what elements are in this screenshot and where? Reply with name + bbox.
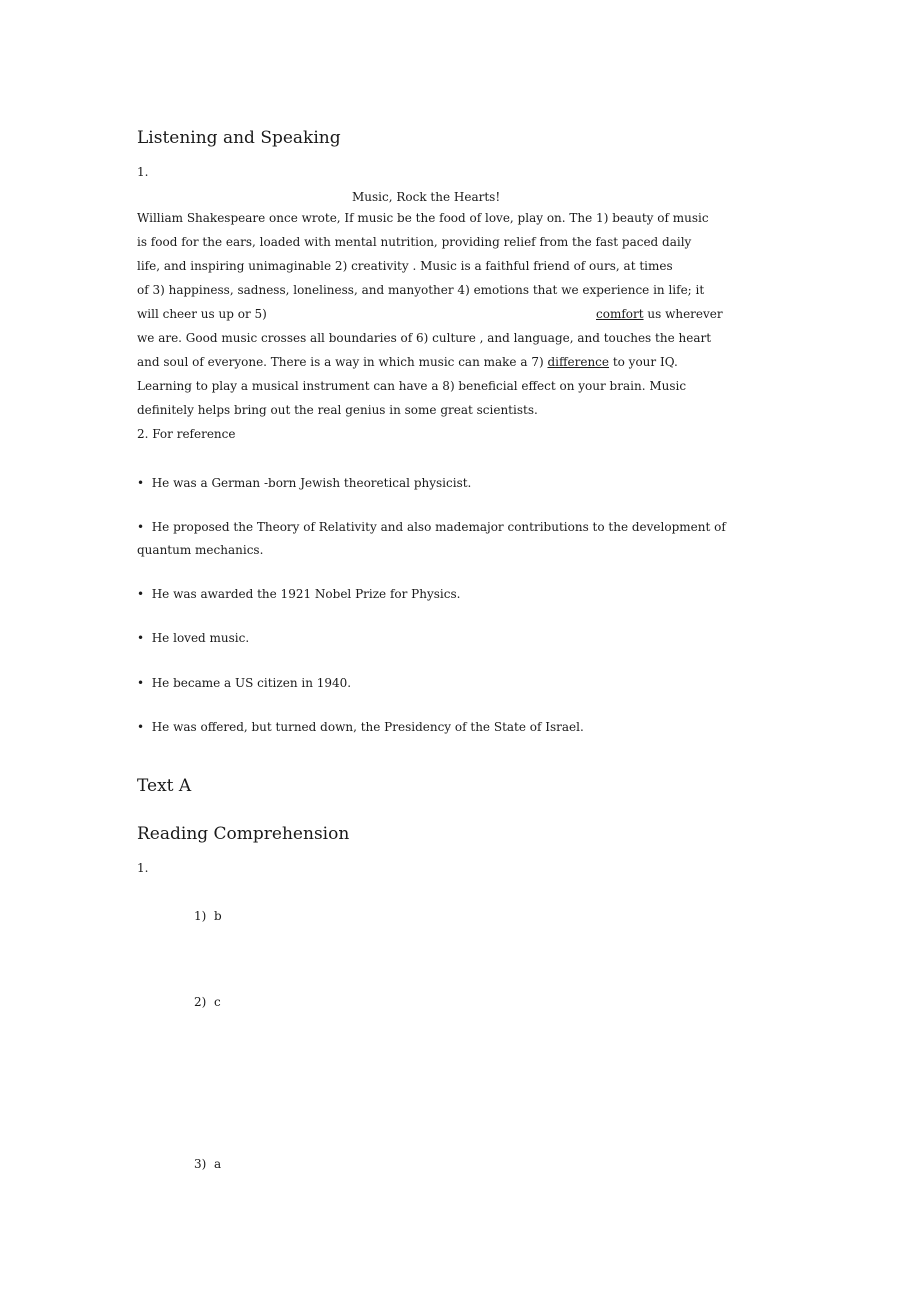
answer-5-after: us wherever — [643, 307, 723, 321]
bullet-text: He was awarded the 1921 Nobel Prize for Physics. — [151, 587, 461, 601]
passage-line-2: is food for the ears, loaded with mental nutrition, providing relief from the fast paced daily — [137, 235, 692, 249]
passage-line-1: William Shakespeare once wrote, If music be the food of love, play on. The 1) beauty of music — [137, 211, 709, 225]
bullet-item-6 — [137, 720, 584, 734]
reference-heading: 2. For reference — [137, 427, 236, 441]
reading-item-number: 1. — [137, 861, 149, 875]
passage-line-5: will cheer us up or 5) — [137, 307, 267, 321]
answer-7: difference — [547, 355, 609, 369]
passage-line-4: of 3) happiness, sadness, loneliness, and manyother 4) emotions that we experience in life; it — [137, 283, 705, 297]
bullet-item-3 — [137, 587, 460, 601]
bullet-icon: • — [137, 676, 145, 690]
bullet-icon: • — [137, 720, 145, 734]
bullet-item-2-continuation: quantum mechanics. — [137, 543, 264, 557]
answer-5: comfort — [596, 307, 644, 321]
passage-line-7-text: and soul of everyone. There is a way in which music can make a 7) — [137, 355, 548, 369]
bullet-text: He was a German -born Jewish theoretical physicist. — [151, 476, 472, 490]
section-heading-reading: Reading Comprehension — [137, 824, 350, 844]
bullet-icon: • — [137, 520, 145, 534]
bullet-icon: • — [137, 476, 145, 490]
bullet-text: He proposed the Theory of Relativity and also mademajor contributions to the development of — [151, 520, 726, 534]
answer-item-2: 2) c — [194, 995, 221, 1009]
bullet-text: He was offered, but turned down, the Presidency of the State of Israel. — [151, 720, 584, 734]
passage-title: Music, Rock the Hearts! — [352, 190, 501, 204]
bullet-text: He became a US citizen in 1940. — [151, 676, 352, 690]
answer-item-1: 1) b — [194, 909, 222, 923]
bullet-item-4 — [137, 631, 249, 645]
bullet-icon: • — [137, 631, 145, 645]
section-heading-listening: Listening and Speaking — [137, 128, 341, 148]
passage-line-6: we are. Good music crosses all boundaries of 6) culture , and language, and touches the heart — [137, 331, 712, 345]
answer-5-line — [596, 307, 723, 321]
bullet-item-2 — [137, 520, 726, 534]
passage-line-3: life, and inspiring unimaginable 2) creativity . Music is a faithful friend of ours, at times — [137, 259, 673, 273]
answer-7-after: to your IQ. — [609, 355, 678, 369]
bullet-text: He loved music. — [151, 631, 250, 645]
bullet-item-5 — [137, 676, 351, 690]
bullet-icon: • — [137, 587, 145, 601]
section-heading-text-a: Text A — [137, 776, 192, 796]
passage-line-8: Learning to play a musical instrument can have a 8) beneficial effect on your brain. Music — [137, 379, 687, 393]
bullet-item-1 — [137, 476, 471, 490]
answer-item-3: 3) a — [194, 1157, 222, 1171]
item-number: 1. — [137, 165, 149, 179]
passage-line-7 — [137, 355, 678, 369]
passage-line-9: definitely helps bring out the real genius in some great scientists. — [137, 403, 538, 417]
